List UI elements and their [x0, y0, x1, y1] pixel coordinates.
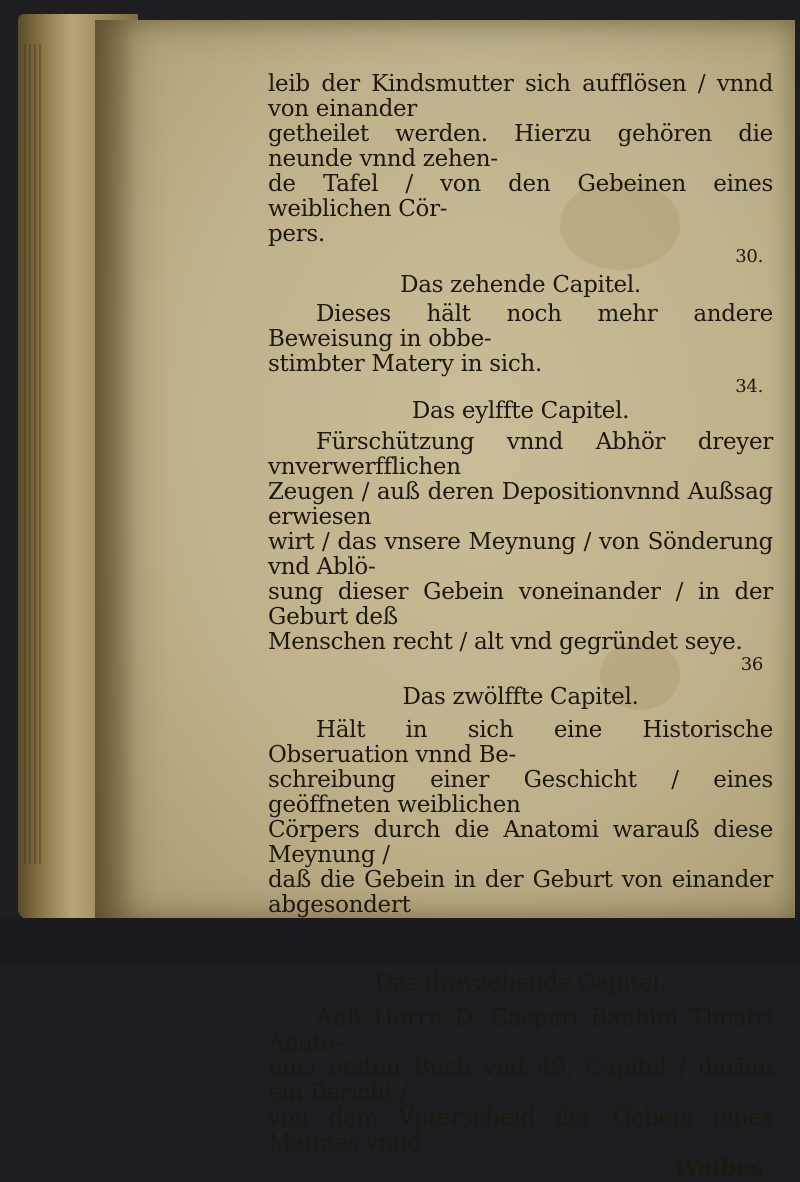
page-gutter-shadow [95, 20, 135, 920]
page-reference: 36 [740, 654, 763, 675]
page-reference: 30. [735, 246, 763, 267]
chapter-heading: Das eylffte Capitel. [411, 398, 630, 424]
catchword: Weibes [673, 1155, 763, 1182]
page-reference: 34. [735, 376, 763, 397]
chapter-heading: Das dreyzehende Capitel. [374, 970, 667, 996]
background-surface [0, 918, 800, 963]
text-paragraph: Dieses hält noch mehr andere Beweisung in obbe- stimbter Matery in sich. [268, 301, 773, 377]
text-paragraph: Auß Herrn D. Caspari Bauhini Theatri Anato- mici ersten Buch vnd 49. Capitel / darinn ein Bericht / von dem Vnterscheid der Gebein eines Mannes vnnd [268, 1005, 773, 1156]
page-text [268, 72, 773, 1181]
text-paragraph: leib der Kindsmutter sich aufflösen / vnnd von einander getheilet werden. Hierzu gehören die neunde vnnd zehen- de Tafel / von den Gebeinen eines weiblichen Cör- pers. [268, 71, 773, 247]
chapter-heading: Das zehende Capitel. [400, 272, 641, 298]
text-paragraph: Hält in sich eine Historische Obseruation vnnd Be- schreibung einer Geschicht / eines geöffneten weiblichen Cörpers durch die Anatomi warauß diese Meynung / daß die Gebein in der Geburt von einander abgesondert [268, 717, 773, 918]
chapter-heading: Das zwölffte Capitel. [402, 684, 639, 710]
text-paragraph: Fürschützung vnnd Abhör dreyer vnverwerfflichen Zeugen / auß deren Depositionvnnd Außsag erwiesen wirt / das vnsere Meynung / von Sönderung vnd Ablö- sung dieser Gebein voneinander / in der Geburt deß Menschen recht / alt vnd gegründet seye. [268, 429, 773, 655]
